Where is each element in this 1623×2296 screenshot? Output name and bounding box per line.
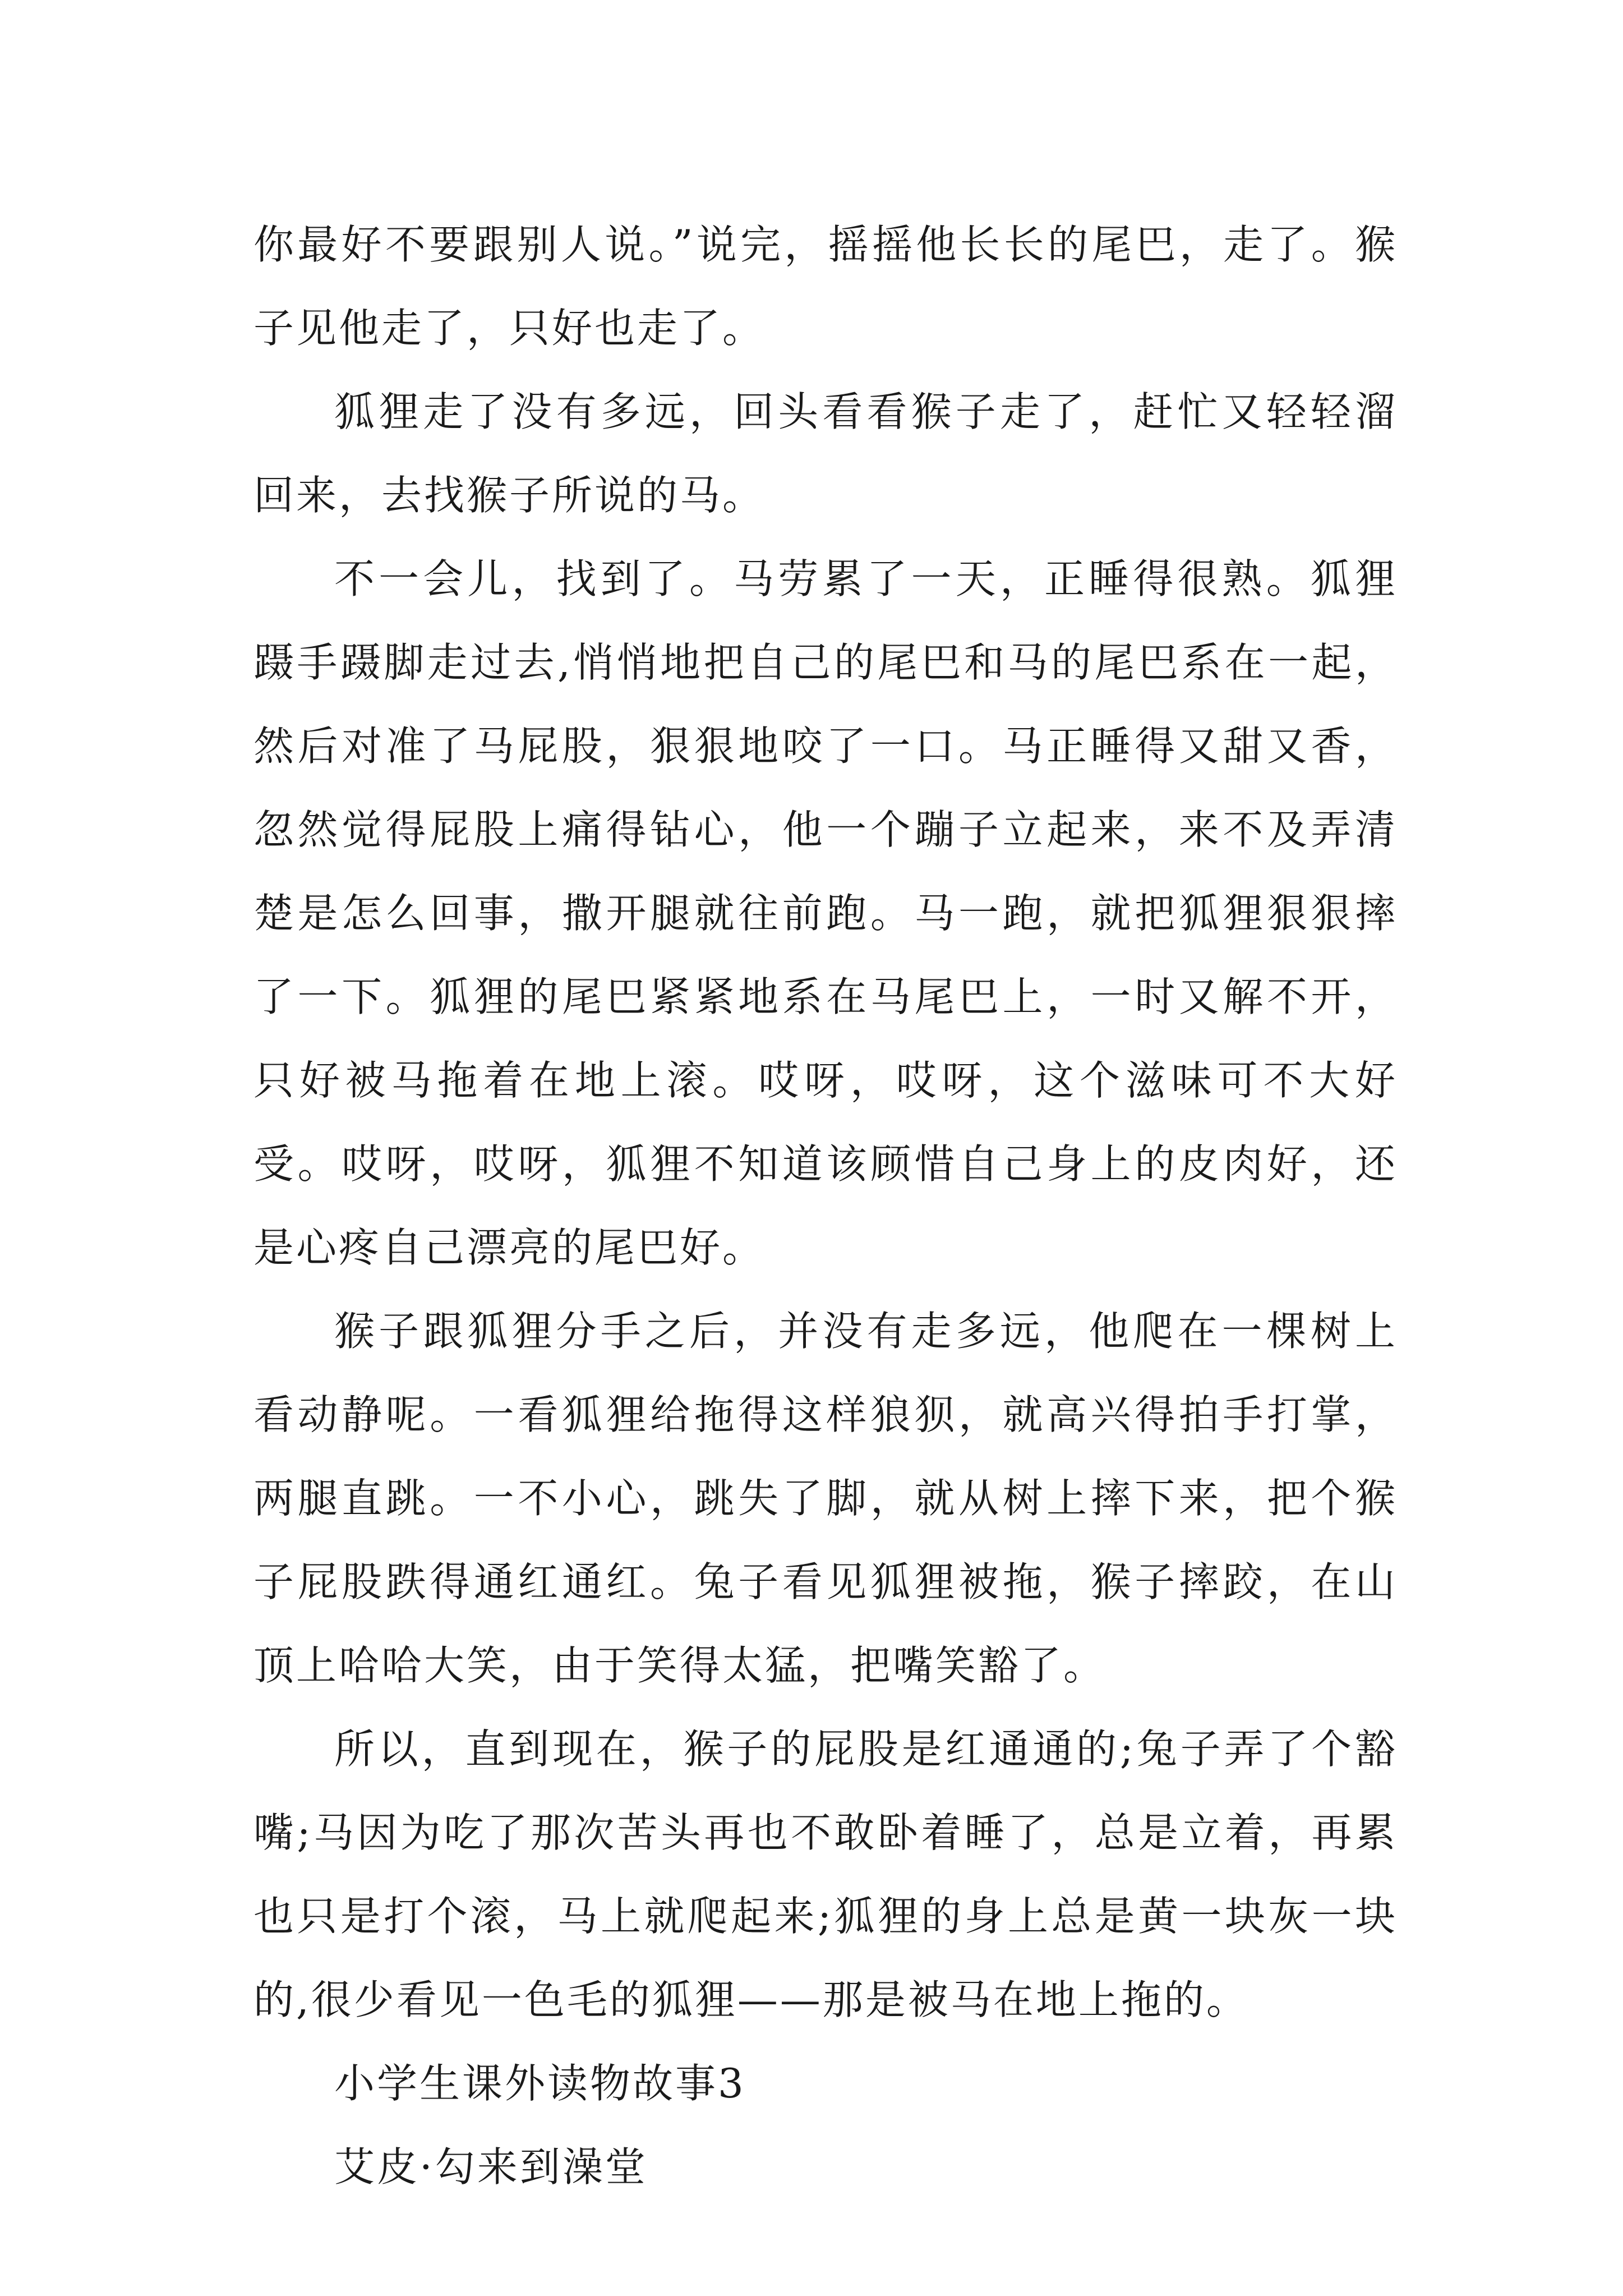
paragraph-4: 猴子跟狐狸分手之后，并没有走多远，他爬在一棵树上看动静呢。一看狐狸给拖得这样狼狈，就高兴得拍手打掌，两腿直跳。一不小心，跳失了脚，就从树上摔下来，把个猴子屁股跌得通红通红。兔子看见狐狸被拖，猴子摔跤，在山顶上哈哈大笑，由于笑得太猛，把嘴笑豁了。 <box>253 1308 1398 1689</box>
document-body <box>253 203 1398 2209</box>
paragraph-5: 所以，直到现在，猴子的屁股是红通通的;兔子弄了个豁嘴;马因为吃了那次苦头再也不敢卧着睡了，总是立着，再累也只是打个滚，马上就爬起来;狐狸的身上总是黄一块灰一块的,很少看见一色毛的狐狸——那是被马在地上拖的。 <box>253 1726 1398 2023</box>
paragraph-2: 狐狸走了没有多远，回头看看猴子走了，赶忙又轻轻溜回来，去找猴子所说的马。 <box>253 388 1398 519</box>
paragraph-3: 不一会儿，找到了。马劳累了一天，正睡得很熟。狐狸蹑手蹑脚走过去,悄悄地把自己的尾巴和马的尾巴系在一起，然后对准了马屁股，狠狠地咬了一口。马正睡得又甜又香，忽然觉得屁股上痛得钻心，他一个蹦子立起来，来不及弄清楚是怎么回事，撒开腿就往前跑。马一跑，就把狐狸狠狠摔了一下。狐狸的尾巴紧紧地系在马尾巴上，一时又解不开，只好被马拖着在地上滚。哎呀，哎呀，这个滋味可不大好受。哎呀，哎呀，狐狸不知道该顾惜自己身上的皮肉好，还是心疼自己漂亮的尾巴好。 <box>253 555 1398 1271</box>
section-title: 小学生课外读物故事3 <box>334 2060 746 2107</box>
story-title: 艾皮·勾来到澡堂 <box>334 2143 648 2191</box>
paragraph-1: 你最好不要跟别人说。”说完，摇摇他长长的尾巴，走了。猴子见他走了，只好也走了。 <box>253 221 1398 352</box>
